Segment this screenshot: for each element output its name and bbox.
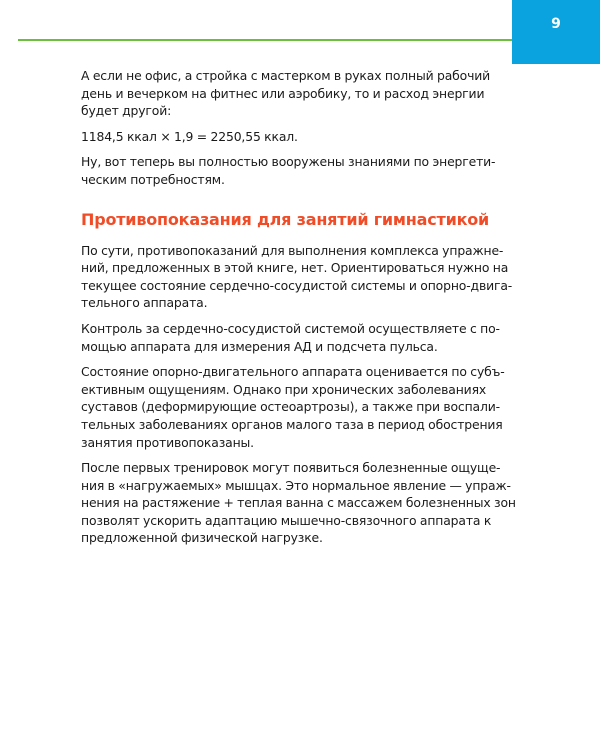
text-line: день и вечерком на фитнес или аэробику, то и расход энергии	[81, 85, 485, 101]
musculoskeletal-paragraph	[81, 363, 513, 451]
text-line: позволят ускорить адаптацию мышечно-связочного аппарата к	[81, 512, 492, 528]
page-number: 9	[551, 16, 561, 32]
page-number-tab	[512, 0, 600, 64]
after-training-paragraph	[81, 459, 516, 547]
text-line: Контроль за сердечно-сосудистой системой осуществляете с по-	[81, 320, 500, 336]
page-content	[81, 67, 516, 555]
text-line: После первых тренировок могут появиться болезненные ощуще-	[81, 460, 501, 476]
text-line: будет другой:	[81, 103, 172, 119]
intro-paragraph	[81, 67, 513, 120]
text-line: А если не офис, а стройка с мастерком в руках полный рабочий	[81, 68, 491, 83]
text-line: ективным ощущениям. Однако при хронических заболеваниях	[81, 381, 487, 397]
text-line: суставов (деформирующие остеоартрозы), а также при воспали-	[81, 399, 500, 415]
closing-paragraph	[81, 153, 513, 188]
text-line: ческим потребностям.	[81, 171, 225, 187]
section-title: Противопоказания для занятий гимнастикой	[81, 209, 490, 229]
text-line: ний, предложенных в этой книге, нет. Ориентироваться нужно на	[81, 260, 509, 276]
text-line: занятия противопоказаны.	[81, 434, 254, 450]
text-line: нения на растяжение + теплая ванна с массажем болезненных зон	[81, 495, 516, 511]
text-line: мощью аппарата для измерения АД и подсчета пульса.	[81, 338, 438, 354]
text-line: текущее состояние сердечно-сосудистой системы и опорно-двига-	[81, 277, 513, 293]
text-line: Ну, вот теперь вы полностью вооружены знаниями по энергети-	[81, 154, 496, 170]
cardio-control-paragraph	[81, 320, 513, 355]
text-line: тельного аппарата.	[81, 295, 208, 311]
text-line: ния в «нагружаемых» мышцах. Это нормальное явление — упраж-	[81, 477, 511, 493]
formula-text: 1184,5 ккал × 1,9 = 2250,55 ккал.	[81, 128, 298, 144]
formula-line	[81, 128, 513, 146]
text-line: По сути, противопоказаний для выполнения комплекса упражне-	[81, 242, 504, 258]
text-line: предложенной физической нагрузке.	[81, 530, 323, 546]
contraindications-paragraph	[81, 242, 513, 312]
header-rule	[18, 39, 512, 41]
text-line: тельных заболеваниях органов малого таза в период обострения	[81, 416, 503, 432]
text-line: Состояние опорно-двигательного аппарата оценивается по субъ-	[81, 364, 505, 380]
